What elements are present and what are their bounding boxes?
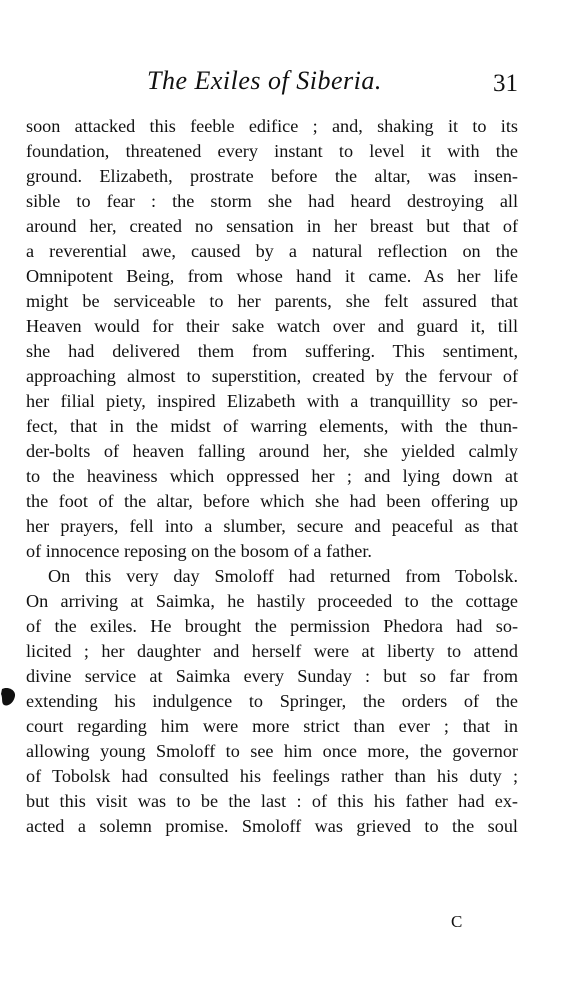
text-line: sible to fear : the storm she had heard destroying all [26, 191, 518, 211]
text-line: extending his indulgence to Springer, the orders of the [26, 691, 518, 711]
running-title: The Exiles of Siberia. [147, 66, 382, 95]
text-line: Heaven would for their sake watch over and guard it, till [26, 316, 518, 336]
text-line: of Tobolsk had consulted his feelings rather than his duty ; [26, 766, 518, 786]
text-line: der-bolts of heaven falling around her, she yielded calmly [26, 441, 518, 461]
text-line: to the heaviness which oppressed her ; and lying down at [26, 466, 518, 486]
text-line: of innocence reposing on the bosom of a father. [26, 541, 372, 561]
text-line: fect, that in the midst of warring elements, with the thun- [26, 416, 518, 436]
text-line: foundation, threatened every instant to level it with the [26, 141, 518, 161]
text-line: allowing young Smoloff to see him once more, the governor [26, 741, 518, 761]
text-line: On arriving at Saimka, he hastily proceeded to the cottage [26, 591, 518, 611]
text-line: soon attacked this feeble edifice ; and, shaking it to its [26, 116, 518, 136]
text-line: she had delivered them from suffering. This sentiment, [26, 341, 518, 361]
running-head [0, 66, 588, 102]
text-line: Omnipotent Being, from whose hand it came. As her life [26, 266, 518, 286]
text-line: a reverential awe, caused by a natural reflection on the [26, 241, 518, 261]
text-line: court regarding him were more strict than ever ; that in [26, 716, 518, 736]
text-line: but this visit was to be the last : of this his father had ex- [26, 791, 518, 811]
text-line: ground. Elizabeth, prostrate before the altar, was insen- [26, 166, 518, 186]
text-line: approaching almost to superstition, created by the fervour of [26, 366, 518, 386]
text-line: her filial piety, inspired Elizabeth with a tranquillity so per- [26, 391, 518, 411]
body-text [26, 114, 518, 839]
signature-mark: C [451, 912, 463, 931]
text-line: around her, created no sensation in her breast but that of [26, 216, 518, 236]
text-line: acted a solemn promise. Smoloff was grieved to the soul [26, 816, 518, 836]
text-line: might be serviceable to her parents, she felt assured that [26, 291, 518, 311]
text-line: divine service at Saimka every Sunday : but so far from [26, 666, 518, 686]
text-line: of the exiles. He brought the permission Phedora had so- [26, 616, 518, 636]
text-line: licited ; her daughter and herself were at liberty to attend [26, 641, 518, 661]
text-line: her prayers, fell into a slumber, secure and peaceful as that [26, 516, 518, 536]
text-line: On this very day Smoloff had returned from Tobolsk. [48, 566, 518, 586]
ink-blot-mark [0, 686, 18, 708]
page-number: 31 [493, 70, 518, 97]
text-line: the foot of the altar, before which she had been offering up [26, 491, 518, 511]
